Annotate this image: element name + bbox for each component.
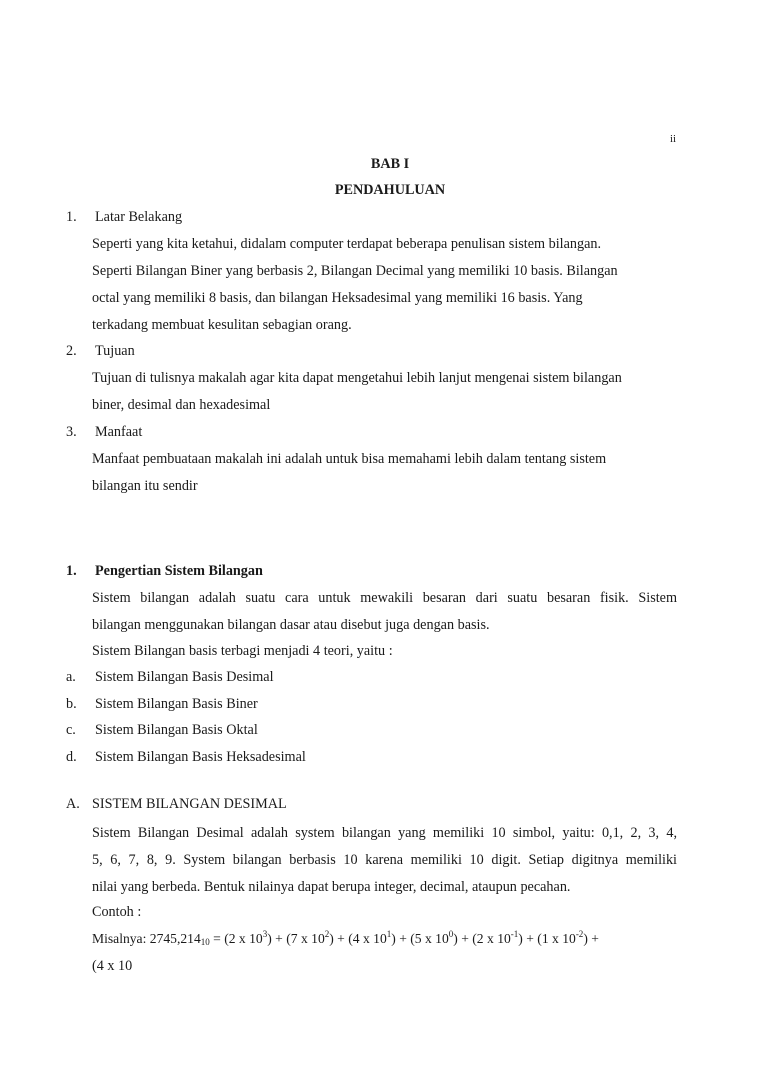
section-heading: SISTEM BILANGAN DESIMAL bbox=[92, 796, 287, 812]
list-item: Sistem Bilangan Basis Biner bbox=[95, 696, 258, 712]
example-formula bbox=[92, 929, 599, 947]
section-number: 1. bbox=[66, 209, 77, 225]
section-number: 2. bbox=[66, 343, 77, 359]
formula-term: ) + (7 x 10 bbox=[267, 931, 325, 946]
formula-exponent: 3 bbox=[262, 929, 268, 939]
paragraph-line: Seperti yang kita ketahui, didalam computer terdapat beberapa penulisan sistem bilangan. bbox=[92, 236, 602, 252]
list-item: Sistem Bilangan Basis Heksadesimal bbox=[95, 749, 306, 765]
list-item: Sistem Bilangan Basis Desimal bbox=[95, 669, 274, 685]
list-intro: Sistem Bilangan basis terbagi menjadi 4 teori, yaitu : bbox=[92, 643, 393, 659]
example-prefix: Misalnya: 2745,214 bbox=[92, 931, 201, 946]
formula-exponent: 1 bbox=[386, 929, 392, 939]
paragraph-line: 5, 6, 7, 8, 9. System bilangan berbasis 10 karena memiliki 10 digit. Setiap digitnya memiliki bbox=[92, 852, 677, 868]
paragraph-line: bilangan menggunakan bilangan dasar atau disebut juga dengan basis. bbox=[92, 617, 490, 633]
formula-exponent: -2 bbox=[575, 929, 584, 939]
formula-term: ) + (4 x 10 bbox=[329, 931, 387, 946]
formula-term: ) + (2 x 10 bbox=[453, 931, 511, 946]
section-heading: Manfaat bbox=[95, 424, 143, 440]
section-number: 3. bbox=[66, 424, 77, 440]
example-continuation: (4 x 10 bbox=[92, 958, 133, 974]
formula-tail: ) + bbox=[583, 931, 599, 946]
chapter-subtitle: PENDAHULUAN bbox=[334, 182, 446, 198]
paragraph-line: Seperti Bilangan Biner yang berbasis 2, Bilangan Decimal yang memiliki 10 basis. Bilangan bbox=[92, 263, 618, 279]
paragraph-line: Sistem bilangan adalah suatu cara untuk mewakili besaran dari suatu besaran fisik. Sistem bbox=[92, 590, 677, 606]
section-number: 1. bbox=[66, 563, 77, 579]
paragraph-line: octal yang memiliki 8 basis, dan bilangan Heksadesimal yang memiliki 16 basis. Yang bbox=[92, 290, 583, 306]
page-number: ii bbox=[670, 133, 677, 145]
section-heading: Tujuan bbox=[95, 343, 135, 359]
paragraph-line: terkadang membuat kesulitan sebagian orang. bbox=[92, 317, 352, 333]
contoh-label: Contoh : bbox=[92, 904, 142, 920]
paragraph-line: bilangan itu sendir bbox=[92, 478, 198, 494]
formula-exponent: 2 bbox=[324, 929, 330, 939]
formula-term: = (2 x 10 bbox=[209, 931, 263, 946]
formula-exponent: 0 bbox=[448, 929, 454, 939]
list-marker: b. bbox=[66, 696, 77, 712]
paragraph-line: Manfaat pembuataan makalah ini adalah untuk bisa memahami lebih dalam tentang sistem bbox=[92, 451, 607, 467]
formula-term: ) + (1 x 10 bbox=[518, 931, 576, 946]
section-heading: Pengertian Sistem Bilangan bbox=[95, 563, 263, 579]
paragraph-line: nilai yang berbeda. Bentuk nilainya dapat berupa integer, decimal, ataupun pecahan. bbox=[92, 879, 571, 895]
list-marker: d. bbox=[66, 749, 77, 765]
section-marker: A. bbox=[66, 796, 80, 812]
paragraph-line: Sistem Bilangan Desimal adalah system bilangan yang memiliki 10 simbol, yaitu: 0,1, 2, 3, 4, bbox=[92, 825, 677, 841]
example-base: 10 bbox=[200, 937, 210, 947]
chapter-title: BAB I bbox=[370, 156, 410, 172]
formula-exponent: -1 bbox=[510, 929, 519, 939]
formula-term: ) + (5 x 10 bbox=[391, 931, 449, 946]
paragraph-line: Tujuan di tulisnya makalah agar kita dapat mengetahui lebih lanjut mengenai sistem bilangan bbox=[92, 370, 622, 386]
paragraph-line: biner, desimal dan hexadesimal bbox=[92, 397, 271, 413]
list-marker: c. bbox=[66, 722, 76, 738]
list-item: Sistem Bilangan Basis Oktal bbox=[95, 722, 258, 738]
section-heading: Latar Belakang bbox=[95, 209, 183, 225]
list-marker: a. bbox=[66, 669, 76, 685]
